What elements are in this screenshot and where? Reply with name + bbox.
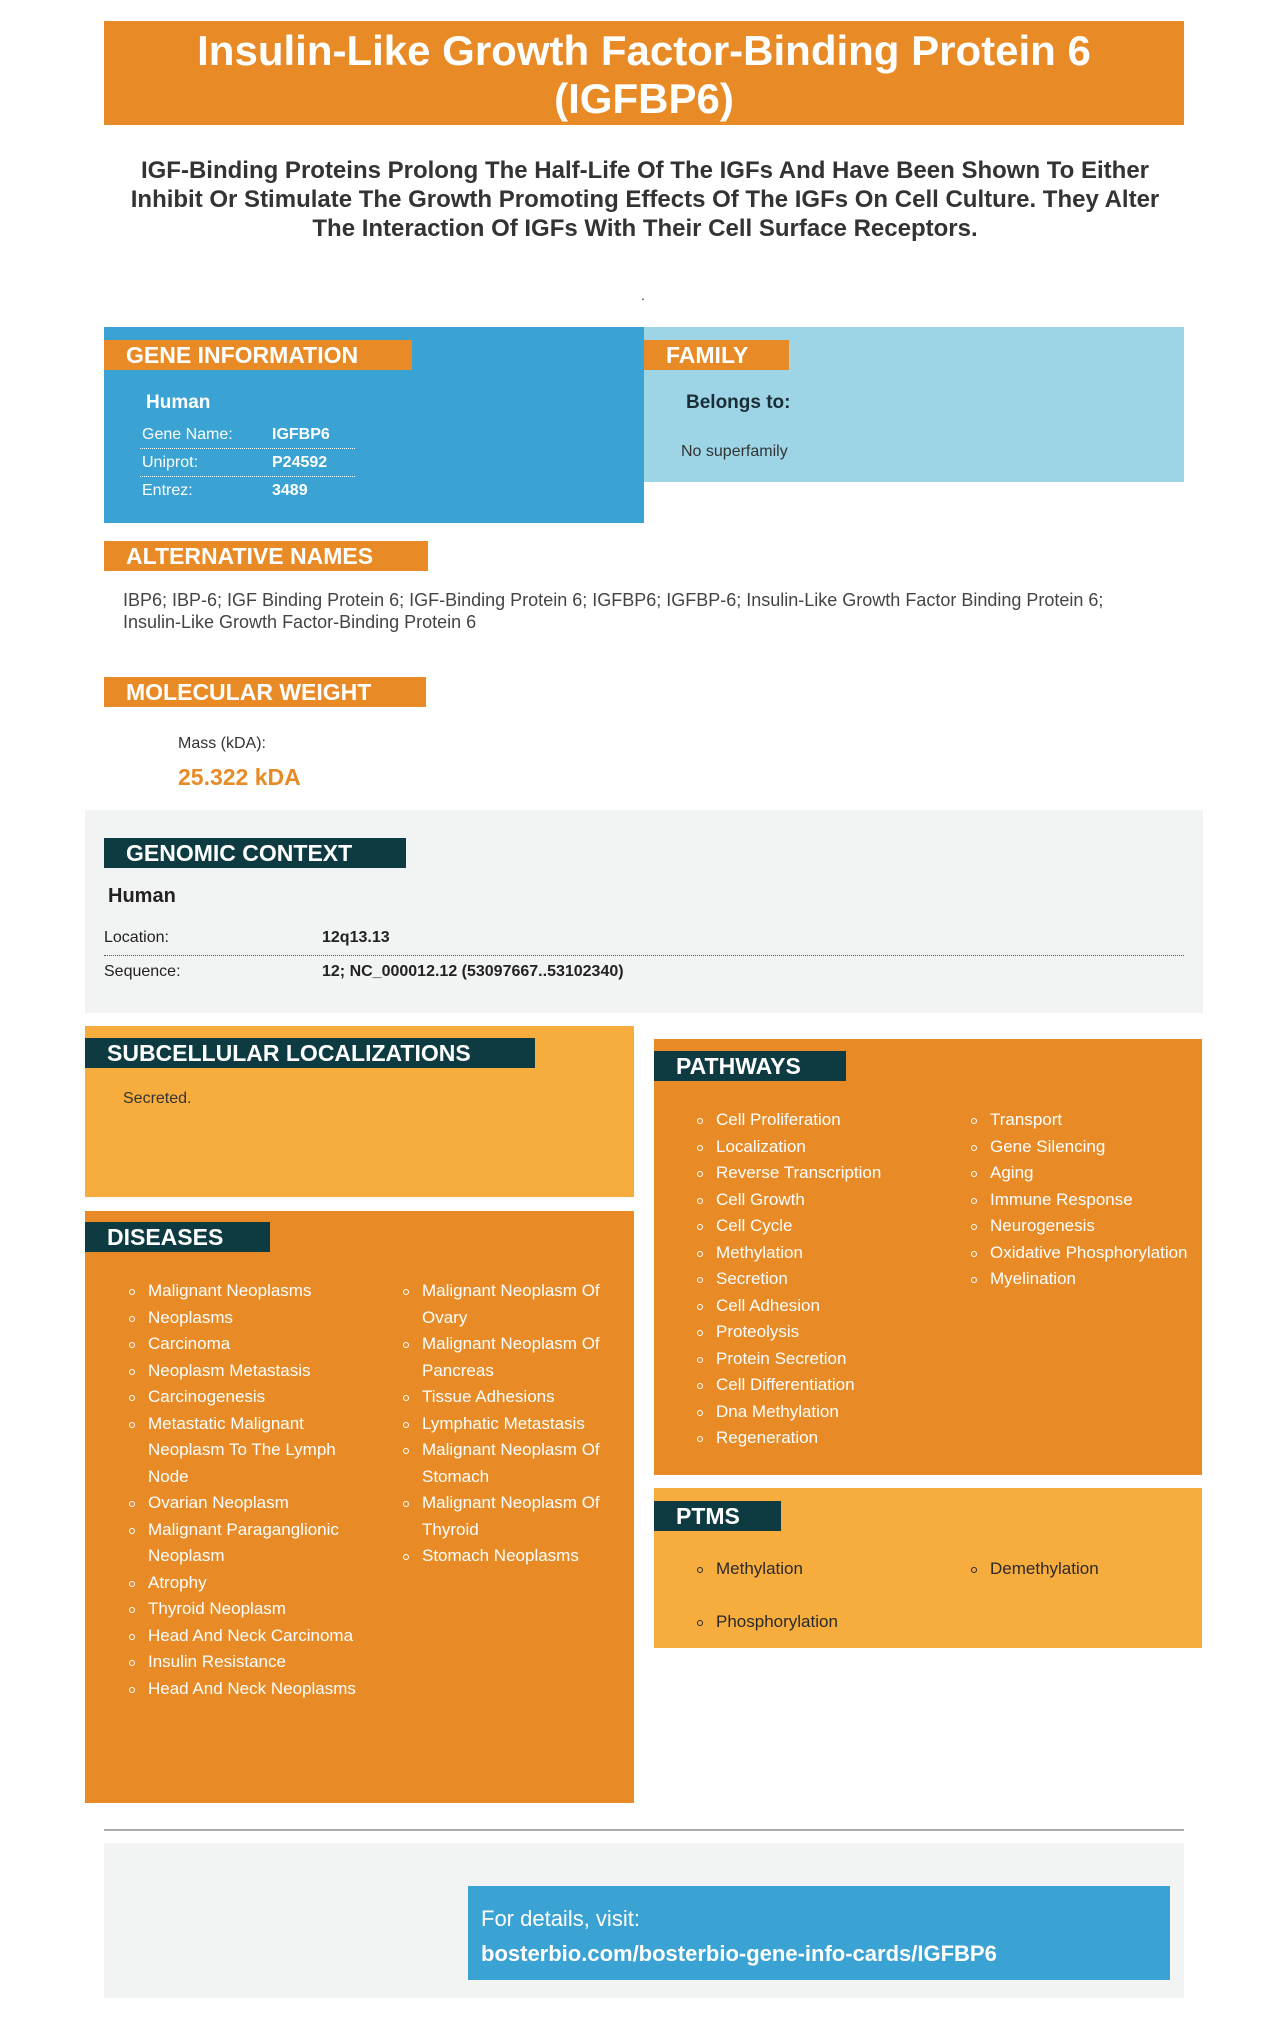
separator-dot: .: [641, 287, 645, 303]
pathway-item: Localization: [697, 1134, 957, 1161]
pathway-item: Proteolysis: [697, 1319, 957, 1346]
disease-item: Stomach Neoplasms: [403, 1543, 623, 1570]
family-value: No superfamily: [681, 443, 788, 460]
pathway-item: Neurogenesis: [971, 1213, 1191, 1240]
pathway-item: Oxidative Phosphorylation: [971, 1240, 1191, 1267]
pathway-item: Protein Secretion: [697, 1346, 957, 1373]
disease-item: Neoplasms: [129, 1305, 369, 1332]
diseases-list-col1: [129, 1278, 369, 1702]
pathway-item: Regeneration: [697, 1425, 957, 1452]
subcellular-text: Secreted.: [123, 1090, 192, 1107]
uniprot-value: P24592: [272, 454, 328, 471]
gene-information-header: GENE INFORMATION: [104, 340, 412, 370]
disease-item: Insulin Resistance: [129, 1649, 369, 1676]
pathway-item: Reverse Transcription: [697, 1160, 957, 1187]
sequence-label: Sequence:: [104, 963, 181, 980]
pathway-item: Cell Differentiation: [697, 1372, 957, 1399]
details-label: For details, visit:: [481, 1906, 640, 1931]
ptm-item: Demethylation: [971, 1556, 1191, 1583]
disease-item: Head And Neck Neoplasms: [129, 1676, 369, 1703]
pathway-item: Cell Growth: [697, 1187, 957, 1214]
disease-item: Malignant Neoplasm Of Ovary: [403, 1278, 623, 1331]
mass-label: Mass (kDA):: [178, 735, 266, 752]
pathway-item: Gene Silencing: [971, 1134, 1191, 1161]
disease-item: Lymphatic Metastasis: [403, 1411, 623, 1438]
details-url[interactable]: bosterbio.com/bosterbio-gene-info-cards/IGFBP6: [481, 1941, 997, 1966]
page-title: Insulin-Like Growth Factor-Binding Protein 6 (IGFBP6): [104, 21, 1184, 125]
pathway-item: Transport: [971, 1107, 1191, 1134]
location-value: 12q13.13: [322, 929, 390, 946]
entrez-value: 3489: [272, 482, 308, 499]
alternative-names-text: IBP6; IBP-6; IGF Binding Protein 6; IGF-Binding Protein 6; IGFBP6; IGFBP-6; Insulin-Like Growth Factor Binding Protein 6; Insulin-Like Growth Factor-Binding Protein 6: [123, 590, 1104, 632]
pathway-item: Myelination: [971, 1266, 1191, 1293]
gene-name-row: [140, 421, 355, 449]
disease-item: Malignant Neoplasm Of Stomach: [403, 1437, 623, 1490]
uniprot-label: Uniprot:: [142, 454, 199, 471]
footer-divider: [104, 1829, 1184, 1831]
disease-item: Malignant Neoplasms: [129, 1278, 369, 1305]
disease-item: Head And Neck Carcinoma: [129, 1623, 369, 1650]
entrez-label: Entrez:: [142, 482, 193, 499]
pathway-item: Secretion: [697, 1266, 957, 1293]
molecular-weight-header: MOLECULAR WEIGHT: [104, 677, 426, 707]
pathway-item: Immune Response: [971, 1187, 1191, 1214]
genomic-context-header: GENOMIC CONTEXT: [104, 838, 406, 868]
pathway-item: Cell Proliferation: [697, 1107, 957, 1134]
intro-text: IGF-Binding Proteins Prolong The Half-Life Of The IGFs And Have Been Shown To Either Inhibit Or Stimulate The Growth Promoting Effects Of The IGFs On Cell Culture. They Alter The Interaction Of IGFs With Their Cell Surface Receptors.: [130, 157, 1160, 242]
sequence-row: [104, 955, 1184, 989]
ptm-item: Phosphorylation: [697, 1609, 957, 1636]
ptms-header: PTMS: [654, 1501, 781, 1531]
disease-item: Metastatic Malignant Neoplasm To The Lymph Node: [129, 1411, 369, 1491]
disease-item: Malignant Neoplasm Of Pancreas: [403, 1331, 623, 1384]
pathway-item: Aging: [971, 1160, 1191, 1187]
mass-value: 25.322 kDA: [178, 764, 301, 790]
uniprot-row: [140, 449, 355, 477]
location-row: [104, 921, 1184, 956]
subcellular-header: SUBCELLULAR LOCALIZATIONS: [85, 1038, 535, 1068]
ptms-list-col2: [971, 1556, 1191, 1609]
pathways-list-col2: [971, 1107, 1191, 1293]
disease-item: Ovarian Neoplasm: [129, 1490, 369, 1517]
pathway-item: Methylation: [697, 1240, 957, 1267]
gene-info-species: Human: [146, 392, 211, 413]
disease-item: Malignant Neoplasm Of Thyroid: [403, 1490, 623, 1543]
ptm-item: Methylation: [697, 1556, 957, 1583]
alternative-names-header: ALTERNATIVE NAMES: [104, 541, 428, 571]
diseases-header: DISEASES: [85, 1222, 270, 1252]
disease-item: Tissue Adhesions: [403, 1384, 623, 1411]
pathways-header: PATHWAYS: [654, 1051, 846, 1081]
pathways-list-col1: [697, 1107, 957, 1452]
disease-item: Neoplasm Metastasis: [129, 1358, 369, 1385]
disease-item: Thyroid Neoplasm: [129, 1596, 369, 1623]
entrez-row: [140, 477, 355, 504]
gene-name-value: IGFBP6: [272, 426, 330, 443]
diseases-list-col2: [403, 1278, 623, 1570]
disease-item: Malignant Paraganglionic Neoplasm: [129, 1517, 369, 1570]
details-link-card[interactable]: [468, 1886, 1170, 1980]
pathway-item: Cell Cycle: [697, 1213, 957, 1240]
family-header: FAMILY: [644, 340, 789, 370]
sequence-value: 12; NC_000012.12 (53097667..53102340): [322, 963, 624, 980]
pathway-item: Cell Adhesion: [697, 1293, 957, 1320]
disease-item: Carcinogenesis: [129, 1384, 369, 1411]
gene-name-label: Gene Name:: [142, 426, 233, 443]
family-belongs-label: Belongs to:: [686, 392, 791, 413]
ptms-list-col1: [697, 1556, 957, 1661]
disease-item: Carcinoma: [129, 1331, 369, 1358]
pathway-item: Dna Methylation: [697, 1399, 957, 1426]
location-label: Location:: [104, 929, 169, 946]
disease-item: Atrophy: [129, 1570, 369, 1597]
genomic-context-species: Human: [108, 885, 176, 907]
